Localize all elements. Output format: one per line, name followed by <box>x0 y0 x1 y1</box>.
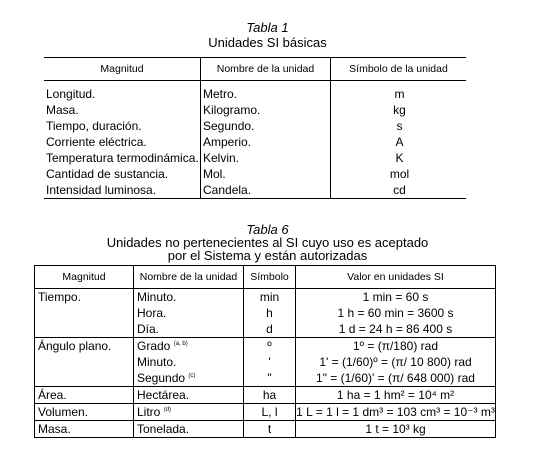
table-row <box>44 134 466 150</box>
table-row <box>44 86 466 102</box>
table1-header-magnitud: Magnitud <box>44 58 201 81</box>
table6-cell-valor: 1 t = 10³ kg <box>296 421 496 438</box>
table6-cell-magnitud: Masa. <box>35 421 134 438</box>
footnote-marker: (c) <box>188 373 196 379</box>
table1-subtitle: Unidades SI básicas <box>208 35 327 50</box>
table6-cell-valor: 1' = (1/60)º = (π/ 10 800) rad <box>296 354 496 370</box>
table1-cell-simbolo: kg <box>393 103 406 117</box>
table1-header-simbolo: Símbolo de la unidad <box>331 58 467 81</box>
table6-cell-nombre <box>134 421 244 438</box>
table1-cell-nombre: Segundo. <box>201 118 331 134</box>
table6-header-valor: Valor en unidades SI <box>296 266 496 289</box>
table-row <box>35 289 496 306</box>
table-row <box>35 354 496 370</box>
table6-cell-nombre <box>134 404 244 421</box>
table6 <box>34 265 496 438</box>
table6-cell-magnitud: Volumen. <box>35 404 134 421</box>
table6-subtitle-line2: por el Sistema y están autorizadas <box>167 248 368 263</box>
table6-cell-simbolo: min <box>244 289 296 306</box>
table6-cell-nombre <box>134 370 244 387</box>
table1-cell-simbolo: s <box>396 119 403 133</box>
table6-cell-nombre <box>134 289 244 306</box>
table1-cell-simbolo: K <box>395 151 404 165</box>
table-row <box>35 404 496 421</box>
footnote-marker: (a, b) <box>173 341 188 347</box>
table1-cell-magnitud: Intensidad luminosa. <box>44 182 201 199</box>
table6-header-simbolo: Símbolo <box>244 266 296 289</box>
unit-name: Grado <box>137 339 171 353</box>
table6-cell-simbolo: ' <box>244 354 296 370</box>
table-row <box>44 182 466 199</box>
table1-cell-nombre: Candela. <box>201 182 331 199</box>
table1-cell-magnitud: Masa. <box>44 102 201 118</box>
table6-cell-valor: 1º = (π/180) rad <box>296 338 496 355</box>
table-row <box>35 387 496 404</box>
table1-cell-magnitud: Tiempo, duración. <box>44 118 201 134</box>
unit-name: Hora. <box>137 306 167 320</box>
table1-header-nombre: Nombre de la unidad <box>201 58 331 81</box>
table6-cell-nombre <box>134 338 244 355</box>
table6-cell-simbolo: h <box>244 305 296 321</box>
table6-cell-valor: 1 L = 1 l = 1 dm³ = 103 cm³ = 10⁻³ m³ <box>296 405 495 419</box>
table6-cell-nombre <box>134 387 244 404</box>
table6-cell-magnitud: Tiempo. <box>35 289 134 306</box>
table6-header-row <box>35 266 496 289</box>
table6-cell-simbolo: " <box>244 370 296 387</box>
table1-cell-magnitud: Temperatura termodinámica. <box>46 151 199 165</box>
table6-cell-valor: 1" = (1/60)' = (π/ 648 000) rad <box>296 370 496 387</box>
table-row <box>44 166 466 182</box>
unit-name: Día. <box>137 322 160 336</box>
table6-header-nombre: Nombre de la unidad <box>134 266 244 289</box>
table1-cell-simbolo: A <box>395 135 404 149</box>
table1-cell-nombre: Kelvin. <box>201 150 331 166</box>
table6-cell-magnitud <box>35 354 134 370</box>
table6-cell-nombre <box>134 305 244 321</box>
table1 <box>44 57 466 199</box>
table6-cell-valor: 1 min = 60 s <box>296 289 496 306</box>
table6-cell-valor: 1 ha = 1 hm² = 10⁴ m² <box>296 387 496 404</box>
table6-header-magnitud: Magnitud <box>35 266 134 289</box>
table6-cell-valor: 1 h = 60 min = 3600 s <box>296 305 496 321</box>
table1-title: Tabla 1 <box>246 20 289 35</box>
table-row <box>35 321 496 338</box>
unit-name: Litro <box>137 405 161 419</box>
table6-title: Tabla 6 <box>246 222 289 237</box>
table1-cell-simbolo: m <box>394 87 405 101</box>
table-row <box>35 305 496 321</box>
table6-cell-magnitud <box>35 321 134 338</box>
table-row <box>44 118 466 134</box>
table6-cell-simbolo: d <box>244 321 296 338</box>
table6-cell-nombre <box>134 321 244 338</box>
table-row <box>35 338 496 355</box>
table1-cell-simbolo: mol <box>389 167 410 181</box>
unit-name: Segundo <box>137 371 186 385</box>
unit-name: Minuto. <box>137 290 177 304</box>
table6-cell-magnitud: Ángulo plano. <box>35 338 134 355</box>
table-row <box>44 102 466 118</box>
table6-cell-magnitud <box>35 305 134 321</box>
table6-subtitle-line1: Unidades no pertenecientes al SI cuyo uso es aceptado <box>106 235 429 250</box>
table1-cell-simbolo: cd <box>331 182 467 199</box>
table1-cell-magnitud: Corriente eléctrica. <box>44 134 201 150</box>
table1-cell-nombre: Amperio. <box>201 134 331 150</box>
unit-name: Hectárea. <box>137 388 190 402</box>
footnote-marker: (d) <box>163 407 172 413</box>
table6-cell-simbolo: º <box>244 338 296 355</box>
table-row <box>35 370 496 387</box>
table6-cell-magnitud: Área. <box>35 387 134 404</box>
table1-header-row <box>44 58 466 81</box>
table6-cell-simbolo: L, l <box>244 404 296 421</box>
table6-cell-simbolo: t <box>244 421 296 438</box>
table6-cell-valor: 1 d = 24 h = 86 400 s <box>296 321 496 338</box>
table6-cell-magnitud <box>35 370 134 387</box>
table1-cell-nombre: Mol. <box>201 166 331 182</box>
table-row <box>35 421 496 438</box>
table6-cell-simbolo: ha <box>244 387 296 404</box>
table6-cell-nombre <box>134 354 244 370</box>
table1-cell-nombre: Kilogramo. <box>201 102 331 118</box>
table1-cell-nombre: Metro. <box>201 86 331 102</box>
table1-cell-magnitud: Longitud. <box>44 86 201 102</box>
table1-cell-magnitud: Cantidad de sustancia. <box>44 166 201 182</box>
unit-name: Tonelada. <box>137 422 190 436</box>
table-row <box>44 150 466 166</box>
unit-name: Minuto. <box>137 355 177 369</box>
